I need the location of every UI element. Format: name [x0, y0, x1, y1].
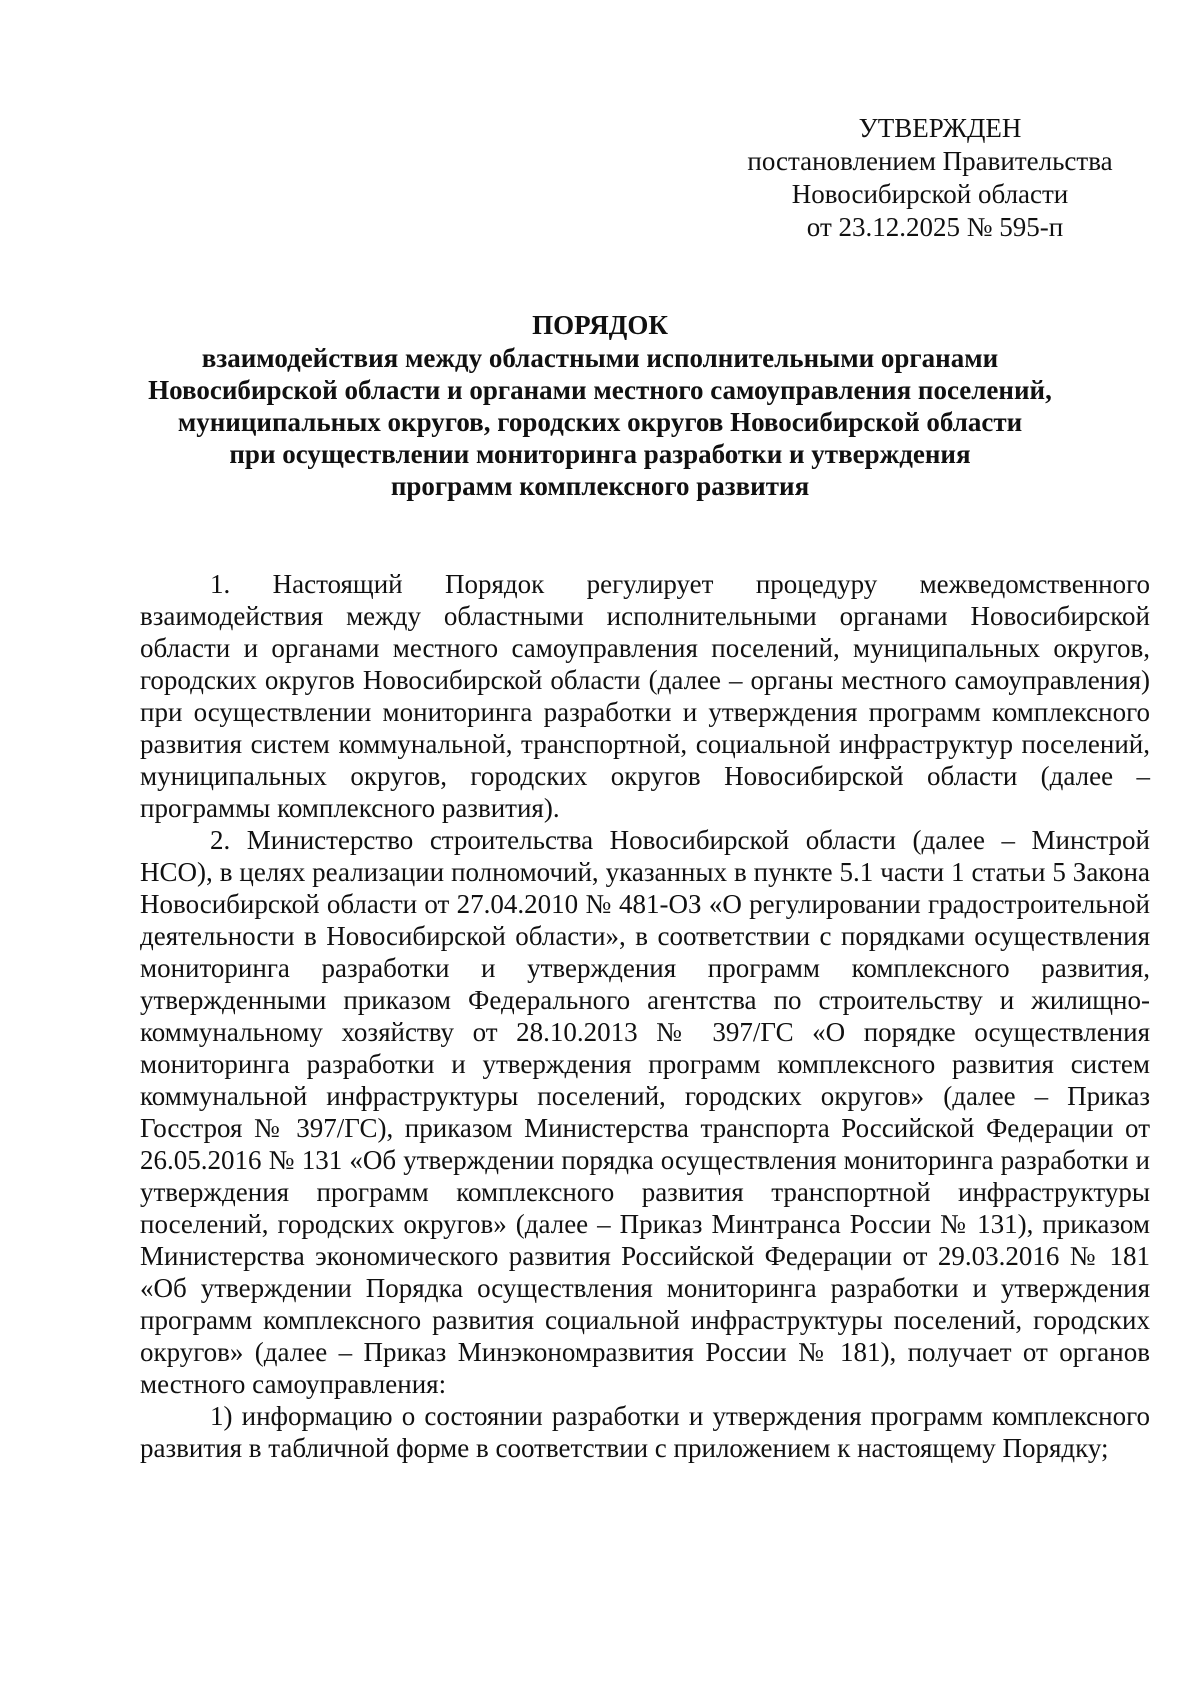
paragraph-2-item-1: 1) информацию о состоянии разработки и утверждения программ комплексного развития в табличной форме в соответствии с приложением к настоящему Порядку; [140, 1401, 1150, 1463]
title-line: программ комплексного развития [390, 471, 810, 501]
title-line: взаимодействия между областными исполнительными органами [201, 343, 999, 373]
document-body [140, 568, 1150, 1464]
title-heading: ПОРЯДОК [532, 310, 668, 340]
title-line: при осуществлении мониторинга разработки и утверждения [229, 439, 971, 469]
paragraph-1: 1. Настоящий Порядок регулирует процедуру межведомственного взаимодействия между областными исполнительными органами Новосибирской области и органами местного самоуправления поселений, муниципальных округов, городских округов Новосибирской области (далее – органы местного самоуправления) при осуществлении мониторинга разработки и утверждения программ комплексного развития систем коммунальной, транспортной, социальной инфраструктур поселений, муниципальных округов, городских округов Новосибирской области (далее – программы комплексного развития). [140, 569, 1150, 823]
approval-date: от 23.12.2025 № 595-п [806, 212, 1064, 242]
approval-line-1: постановлением Правительства [747, 146, 1113, 176]
approval-line-2: Новосибирской области [791, 179, 1069, 209]
approval-heading: УТВЕРЖДЕН [858, 113, 1022, 143]
paragraph-2: 2. Министерство строительства Новосибирской области (далее – Минстрой НСО), в целях реализации полномочий, указанных в пункте 5.1 части 1 статьи 5 Закона Новосибирской области от 27.04.2010 № 481-ОЗ «О регулировании градостроительной деятельности в Новосибирской области», в соответствии с порядками осуществления мониторинга разработки и утверждения программ комплексного развития, утвержденными приказом Федерального агентства по строительству и жилищно-коммунальному хозяйству от 28.10.2013 № 397/ГС «О порядке осуществления мониторинга разработки и утверждения программ комплексного развития систем коммунальной инфраструктуры поселений, городских округов» (далее – Приказ Госстроя № 397/ГС), приказом Министерства транспорта Российской Федерации от 26.05.2016 № 131 «Об утверждении порядка осуществления мониторинга разработки и утверждения программ комплексного развития транспортной инфраструктуры поселений, городских округов» (далее – Приказ Минтранса России № 131), приказом Министерства экономического развития Российской Федерации от 29.03.2016 № 181 «Об утверждении Порядка осуществления мониторинга разработки и утверждения программ комплексного развития социальной инфраструктуры поселений, городских округов» (далее – Приказ Минэкономразвития России № 181), получает от органов местного самоуправления: [140, 825, 1150, 1399]
title-line: муниципальных округов, городских округов Новосибирской области [177, 407, 1023, 437]
document-title [140, 309, 1060, 502]
title-line: Новосибирской области и органами местного самоуправления поселений, [148, 375, 1052, 405]
approval-stamp [740, 112, 1120, 244]
